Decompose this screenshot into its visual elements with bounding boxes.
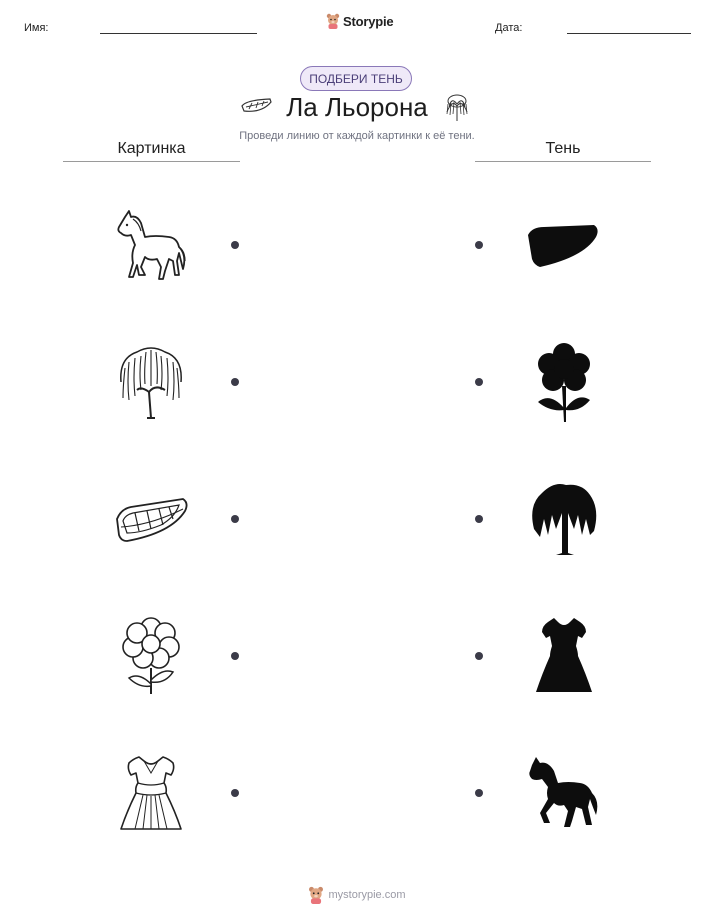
flower-outline-icon	[111, 616, 191, 696]
shadow-dot[interactable]	[475, 378, 483, 386]
shadow-dot[interactable]	[475, 515, 483, 523]
pictures-column-header: Картинка	[117, 140, 186, 157]
date-line[interactable]	[567, 33, 691, 34]
boat-silhouette-icon	[524, 205, 604, 285]
name-label: Имя:	[24, 22, 49, 34]
boat-outline-icon	[111, 479, 191, 559]
picture-dot[interactable]	[231, 789, 239, 797]
footer	[0, 886, 714, 904]
name-line[interactable]	[100, 33, 257, 34]
picture-item	[111, 753, 191, 833]
bear-footer-icon	[308, 886, 324, 904]
picture-item	[111, 342, 191, 422]
willow-tree-outline-icon	[111, 342, 191, 422]
worksheet-instructions: Проведи линию от каждой картинки к её тени.	[239, 130, 475, 142]
picture-item	[111, 616, 191, 696]
shadows-column-underline	[475, 161, 651, 162]
shadow-dot[interactable]	[475, 241, 483, 249]
small-willow-icon	[443, 92, 471, 122]
picture-item	[111, 205, 191, 285]
bear-logo-icon	[326, 13, 340, 29]
shadow-item	[524, 205, 604, 285]
flower-silhouette-icon	[524, 342, 604, 422]
logo-text: Storypie	[343, 13, 394, 29]
horse-outline-icon	[111, 205, 191, 285]
date-label: Дата:	[495, 22, 523, 34]
picture-item	[111, 479, 191, 559]
pictures-column-underline	[63, 161, 240, 162]
shadow-dot[interactable]	[475, 652, 483, 660]
storypie-logo	[326, 13, 393, 29]
horse-silhouette-icon	[524, 753, 604, 833]
dress-silhouette-icon	[524, 616, 604, 696]
willow-tree-silhouette-icon	[524, 479, 604, 559]
shadow-item	[524, 342, 604, 422]
shadows-column-header: Тень	[545, 140, 581, 157]
picture-dot[interactable]	[231, 378, 239, 386]
picture-dot[interactable]	[231, 515, 239, 523]
picture-dot[interactable]	[231, 652, 239, 660]
worksheet-title: Ла Льорона	[286, 92, 428, 122]
shadow-item	[524, 479, 604, 559]
footer-website[interactable]: mystorypie.com	[328, 889, 406, 901]
shadow-item	[524, 616, 604, 696]
activity-badge: ПОДБЕРИ ТЕНЬ	[300, 66, 412, 91]
shadow-item	[524, 753, 604, 833]
dress-outline-icon	[111, 753, 191, 833]
picture-dot[interactable]	[231, 241, 239, 249]
shadow-dot[interactable]	[475, 789, 483, 797]
